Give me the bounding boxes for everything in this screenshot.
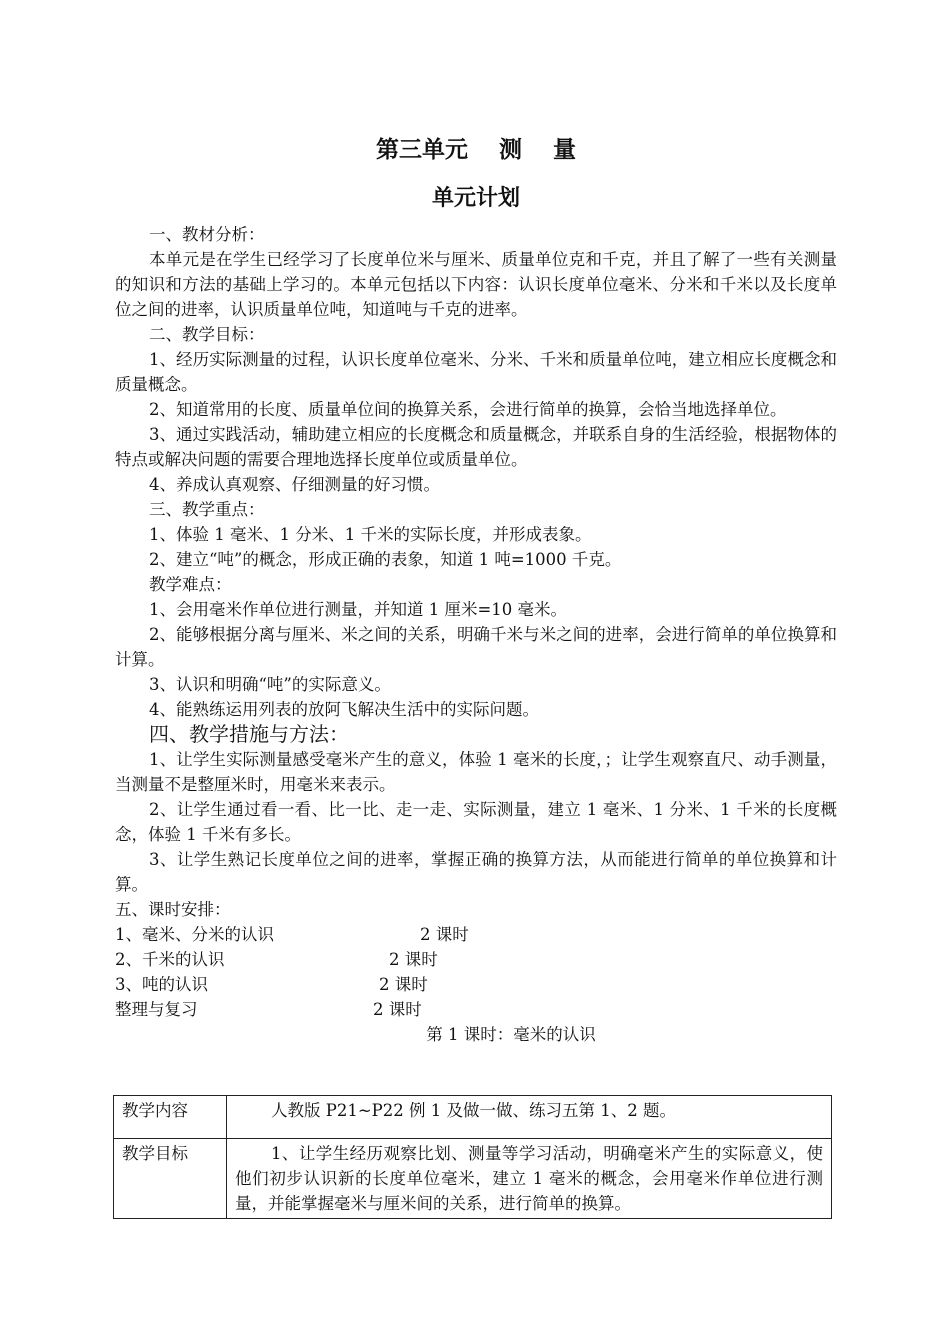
schedule-row	[115, 947, 837, 972]
method-item: 2、让学生通过看一看、比一比、走一走、实际测量，建立 1 毫米、1 分米、1 千米的长度概念，体验 1 千米有多长。	[115, 800, 837, 844]
lesson-plan-table	[113, 1095, 832, 1219]
lesson-title: 第 1 课时：毫米的认识	[426, 1025, 596, 1044]
paragraph-analysis: 本单元是在学生已经学习了长度单位米与厘米、质量单位克和千克，并且了解了一些有关测量的知识和方法的基础上学习的。本单元包括以下内容：认识长度单位毫米、分米和千米以及长度单位之间的进率，认识质量单位吨，知道吨与千克的进率。	[115, 250, 837, 319]
table-label-cell: 教学内容	[114, 1096, 227, 1139]
schedule-item-hours: 2 课时	[379, 975, 428, 994]
schedule-item-hours: 2 课时	[373, 1000, 422, 1019]
section-heading-key-points: 三、教学重点：	[149, 500, 265, 519]
schedule-item-hours: 2 课时	[389, 950, 438, 969]
table-row	[114, 1139, 832, 1219]
key-point-item: 1、体验 1 毫米、1 分米、1 千米的实际长度，并形成表象。	[149, 525, 592, 544]
table-row	[114, 1096, 832, 1139]
schedule-row	[115, 972, 837, 997]
difficulty-item: 2、能够根据分离与厘米、米之间的关系，明确千米与米之间的进率，会进行简单的单位换算和计算。	[115, 625, 837, 669]
method-item: 3、让学生熟记长度单位之间的进率，掌握正确的换算方法，从而能进行简单的单位换算和计算。	[115, 850, 837, 894]
section-heading-methods: 四、教学措施与方法：	[149, 722, 349, 746]
table-value-cell: 人教版 P21~P22 例 1 及做一做、练习五第 1、2 题。	[227, 1096, 832, 1139]
method-item: 1、让学生实际测量感受毫米产生的意义，体验 1 毫米的长度，；让学生观察直尺、动手测量，当测量不是整厘米时，用毫米来表示。	[115, 750, 837, 794]
difficulty-item: 3、认识和明确“吨”的实际意义。	[149, 675, 391, 694]
goal-item: 1、经历实际测量的过程，认识长度单位毫米、分米、千米和质量单位吨，建立相应长度概念和质量概念。	[115, 350, 837, 394]
section-heading-analysis: 一、教材分析：	[149, 225, 265, 244]
table-label-cell: 教学目标	[114, 1139, 227, 1219]
unit-title: 第三单元 测 量	[375, 137, 576, 163]
schedule-item-name: 整理与复习	[115, 1000, 198, 1019]
goal-item: 3、通过实践活动，辅助建立相应的长度概念和质量概念，并联系自身的生活经验，根据物体的特点或解决问题的需要合理地选择长度单位或质量单位。	[115, 425, 837, 469]
goal-item: 4、养成认真观察、仔细测量的好习惯。	[149, 475, 440, 494]
schedule-item-hours: 2 课时	[420, 925, 469, 944]
section-heading-goals: 二、教学目标：	[149, 325, 265, 344]
schedule-row	[115, 997, 837, 1022]
table-value-cell: 1、让学生经历观察比划、测量等学习活动，明确毫米产生的实际意义，使他们初步认识新的长度单位毫米，建立 1 毫米的概念，会用毫米作单位进行测量，并能掌握毫米与厘米间的关系，进行简单的换算。	[227, 1139, 832, 1219]
schedule-item-name: 2、千米的认识	[115, 950, 225, 969]
unit-subtitle: 单元计划	[431, 186, 520, 211]
document-body	[115, 132, 837, 1047]
schedule-item-name: 1、毫米、分米的认识	[115, 925, 274, 944]
goal-item: 2、知道常用的长度、质量单位间的换算关系，会进行简单的换算，会恰当地选择单位。	[149, 400, 787, 419]
section-heading-schedule: 五、课时安排：	[115, 900, 231, 919]
difficulty-item: 4、能熟练运用列表的放阿飞解决生活中的实际问题。	[149, 700, 539, 719]
section-heading-difficulties: 教学难点：	[149, 575, 232, 594]
difficulty-item: 1、会用毫米作单位进行测量，并知道 1 厘米=10 毫米。	[149, 600, 568, 619]
schedule-row	[115, 922, 837, 947]
key-point-item: 2、建立“吨”的概念，形成正确的表象，知道 1 吨=1000 千克。	[149, 550, 622, 569]
schedule-item-name: 3、吨的认识	[115, 975, 208, 994]
